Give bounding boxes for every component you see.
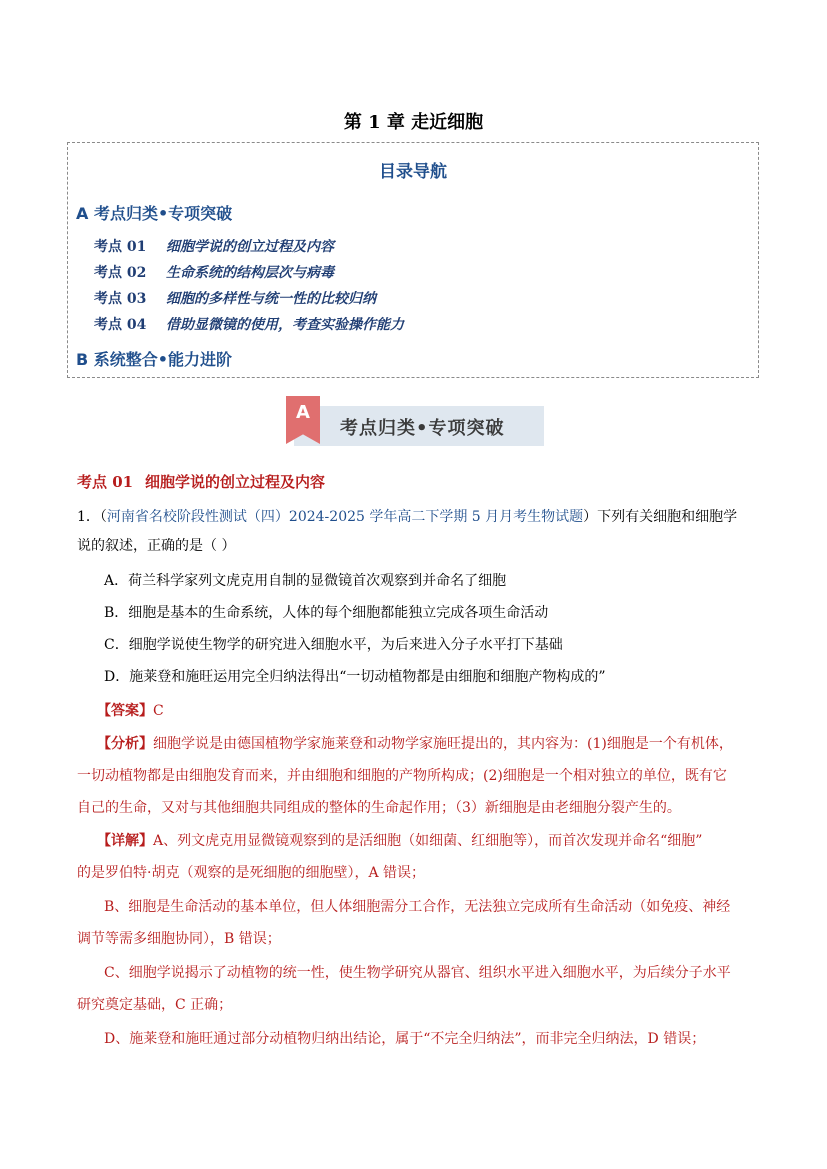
option-c: C．细胞学说使生物学的研究进入细胞水平，为后来进入分子水平打下基础 bbox=[104, 637, 563, 653]
toc-item-number: 考点 04 bbox=[94, 317, 147, 333]
kaodian-number: 考点 01 bbox=[77, 473, 134, 491]
toc-item-03[interactable] bbox=[94, 288, 376, 308]
detail-label: 【详解】 bbox=[97, 833, 153, 849]
detail-line-7: D、施莱登和施旺通过部分动植物归纳出结论，属于“不完全归纳法”，而非完全归纳法，D 错误； bbox=[104, 1031, 706, 1047]
kaodian-text: 细胞学说的创立过程及内容 bbox=[145, 473, 326, 491]
detail-line-2: 的是罗伯特·胡克（观察的是死细胞的细胞壁），A 错误； bbox=[77, 865, 426, 881]
kaodian-title bbox=[77, 471, 325, 492]
answer-label: 【答案】 bbox=[97, 703, 153, 719]
analysis-line-2: 一切动植物都是由细胞发育而来，并由细胞和细胞的产物所构成；(2)细胞是一个相对独立的单位，既有它 bbox=[77, 768, 727, 784]
toc-box bbox=[67, 142, 759, 378]
toc-section-a[interactable]: A 考点归类•专项突破 bbox=[76, 204, 233, 223]
toc-item-number: 考点 03 bbox=[94, 291, 147, 307]
toc-item-text: 细胞学说的创立过程及内容 bbox=[166, 239, 334, 255]
detail-line-3: B、细胞是生命活动的基本单位，但人体细胞需分工合作，无法独立完成所有生命活动（如免疫、神经 bbox=[104, 899, 731, 915]
option-b: B．细胞是基本的生命系统，人体的每个细胞都能独立完成各项生命活动 bbox=[104, 605, 549, 621]
question-number: 1．（ bbox=[77, 509, 107, 525]
analysis-line-1 bbox=[97, 734, 733, 754]
detail-text: A、列文虎克用显微镜观察到的是活细胞（如细菌、红细胞等），而首次发现并命名“细胞” bbox=[153, 833, 703, 849]
question-stem-1: ）下列有关细胞和细胞学 bbox=[583, 509, 738, 525]
section-banner bbox=[286, 396, 544, 452]
option-d: D．施莱登和施旺运用完全归纳法得出“一切动植物都是由细胞和细胞产物构成的” bbox=[104, 669, 606, 685]
toc-item-number: 考点 01 bbox=[94, 239, 147, 255]
toc-item-text: 借助显微镜的使用，考查实验操作能力 bbox=[166, 317, 404, 333]
toc-item-04[interactable] bbox=[94, 314, 404, 334]
analysis-line-3: 自己的生命，又对与其他细胞共同组成的整体的生命起作用；（3）新细胞是由老细胞分裂产生的。 bbox=[77, 800, 681, 816]
question-stem-2: 说的叙述，正确的是（ ） bbox=[77, 538, 236, 554]
banner-letter: A bbox=[296, 402, 310, 423]
toc-item-text: 细胞的多样性与统一性的比较归纳 bbox=[166, 291, 376, 307]
toc-section-b[interactable]: B 系统整合•能力进阶 bbox=[76, 350, 232, 369]
option-a: A．荷兰科学家列文虎克用自制的显微镜首次观察到并命名了细胞 bbox=[104, 573, 507, 589]
detail-line-4: 调节等需多细胞协同），B 错误； bbox=[77, 931, 281, 947]
toc-heading: 目录导航 bbox=[379, 162, 447, 182]
chapter-title: 第 1 章 走近细胞 bbox=[343, 112, 484, 133]
question-line-1 bbox=[77, 507, 737, 527]
toc-item-02[interactable] bbox=[94, 262, 334, 282]
detail-line-5: C、细胞学说揭示了动植物的统一性，使生物学研究从器官、组织水平进入细胞水平，为后续分子水平 bbox=[104, 965, 731, 981]
detail-line-1 bbox=[97, 831, 702, 851]
toc-item-text: 生命系统的结构层次与病毒 bbox=[166, 265, 334, 281]
toc-item-number: 考点 02 bbox=[94, 265, 147, 281]
toc-item-01[interactable] bbox=[94, 236, 334, 256]
answer-value: C bbox=[153, 703, 164, 719]
question-source: 河南省名校阶段性测试（四）2024-2025 学年高二下学期 5 月月考生物试题 bbox=[106, 509, 584, 525]
analysis-label: 【分析】 bbox=[97, 736, 153, 752]
analysis-text: 细胞学说是由德国植物学家施莱登和动物学家施旺提出的，其内容为：(1)细胞是一个有机体， bbox=[153, 736, 733, 752]
banner-title: 考点归类•专项突破 bbox=[340, 418, 505, 439]
detail-line-6: 研究奠定基础，C 正确； bbox=[77, 997, 233, 1013]
answer-line bbox=[97, 701, 164, 721]
